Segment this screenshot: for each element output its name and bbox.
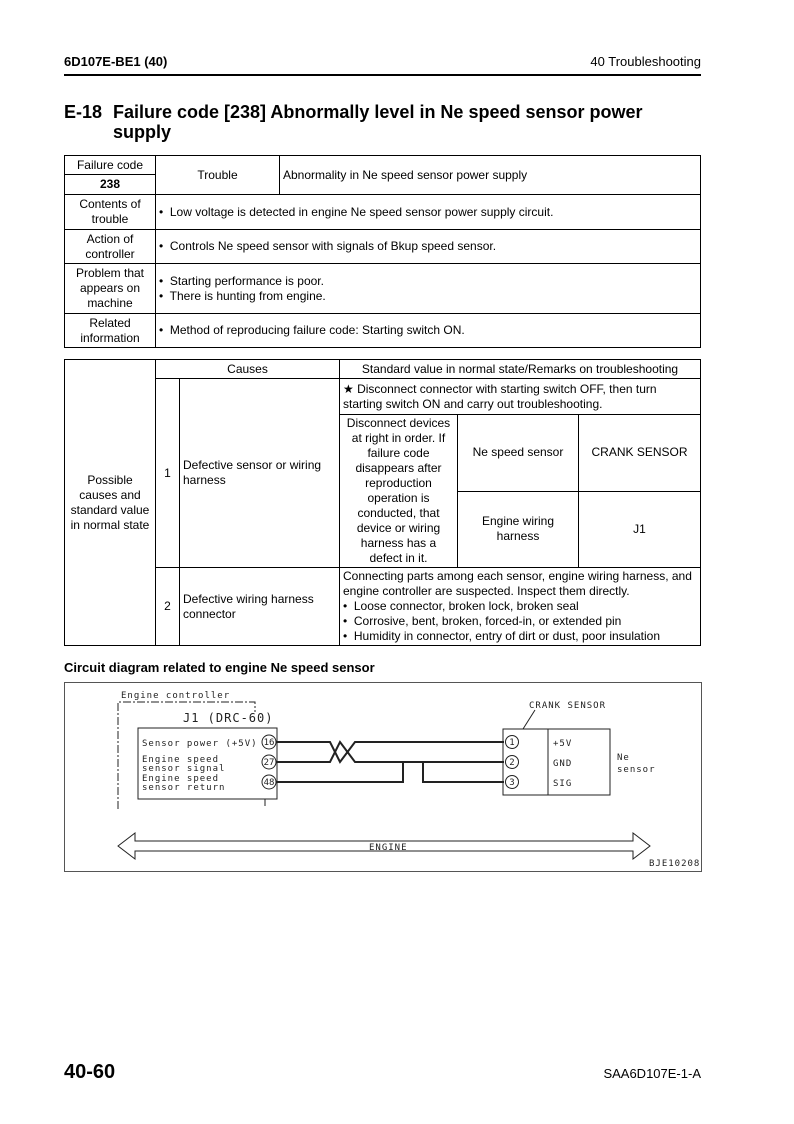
sensor-pin-label-1: +5V xyxy=(553,739,573,749)
cause-1-instructions: Disconnect devices at right in order. If failure code disappears after reproduction operation is conducted, that device or wiring harness has a defect in it. xyxy=(340,415,458,568)
causes-side-label: Possible causes and standard value in normal state xyxy=(65,360,156,646)
ne-sensor-label-2: sensor xyxy=(617,765,656,775)
cause-2-details: Connecting parts among each sensor, engine wiring harness, and engine controller are suspected. Inspect them directly. • Loose connector, broken lock, broken seal • Corrosive, bent, broken, forced-in, or extended pin • Humidity in connector, entry of dirt or dust, poor insulation xyxy=(340,568,701,646)
cause-2-item-3: Humidity in connector, entry of dirt or dust, poor insulation xyxy=(353,629,661,643)
problem-label: Problem that appears on machine xyxy=(65,264,156,314)
wire-power xyxy=(276,742,504,762)
action-value: • Controls Ne speed sensor with signals of Bkup speed sensor. xyxy=(156,230,701,264)
cause-1-note: ★ Disconnect connector with starting switch OFF, then turn starting switch ON and carry out troubleshooting. xyxy=(340,379,701,415)
circuit-diagram xyxy=(64,682,702,872)
sensor-connector-label: CRANK SENSOR xyxy=(529,701,607,711)
engine-label: ENGINE xyxy=(369,843,408,853)
causes-header: Causes xyxy=(156,360,340,379)
std-header: Standard value in normal state/Remarks on troubleshooting xyxy=(340,360,701,379)
connector-label: J1 (DRC-60) xyxy=(183,711,274,725)
trouble-value: Abnormality in Ne speed sensor power supply xyxy=(280,156,701,195)
device-1-value: CRANK SENSOR xyxy=(579,415,701,492)
cause-2-text: Defective wiring harness connector xyxy=(180,568,340,646)
contents-label: Contents of trouble xyxy=(65,195,156,230)
contents-item: Low voltage is detected in engine Ne speed sensor power supply circuit. xyxy=(169,204,554,219)
pin-16-number: 16 xyxy=(263,738,275,748)
related-label: Related information xyxy=(65,314,156,348)
sensor-pin-label-2: GND xyxy=(553,759,573,769)
pin-27-number: 27 xyxy=(263,758,275,768)
failure-code-value: 238 xyxy=(65,175,156,195)
pin-1-number: 1 xyxy=(509,738,515,748)
device-2-value: J1 xyxy=(579,491,701,568)
problem-value: • Starting performance is poor. • There is hunting from engine. xyxy=(156,264,701,314)
header-section: 40 Troubleshooting xyxy=(590,54,701,69)
related-item: Method of reproducing failure code: Starting switch ON. xyxy=(169,323,465,337)
device-1-name: Ne speed sensor xyxy=(458,415,579,492)
pin-label-return-2: sensor return xyxy=(142,783,226,793)
circuit-section-title: Circuit diagram related to engine Ne speed sensor xyxy=(64,660,375,675)
title-number: E-18 xyxy=(64,102,103,122)
pin-label-signal-1: Engine speed xyxy=(142,755,220,765)
document-code: SAA6D107E-1-A xyxy=(603,1066,701,1081)
cause-1-number: 1 xyxy=(156,379,180,568)
failure-info-table xyxy=(64,155,701,348)
causes-table xyxy=(64,359,701,646)
cause-2-number: 2 xyxy=(156,568,180,646)
page-number: 40-60 xyxy=(64,1061,116,1083)
header-model: 6D107E-BE1 (40) xyxy=(64,54,168,69)
sensor-pin-label-3: SIG xyxy=(553,779,573,789)
contents-value: • Low voltage is detected in engine Ne speed sensor power supply circuit. xyxy=(156,195,701,230)
cause-1-text: Defective sensor or wiring harness xyxy=(180,379,340,568)
figure-code: BJE10208 xyxy=(649,859,701,869)
wire-return xyxy=(276,762,504,782)
title-line1: Failure code [238] Abnormally level in Ne speed sensor power xyxy=(113,102,643,122)
cause-2-item-1: Loose connector, broken lock, broken seal xyxy=(353,599,579,613)
problem-item-1: Starting performance is poor. xyxy=(169,273,324,288)
title-line2: supply xyxy=(113,122,172,142)
problem-item-2: There is hunting from engine. xyxy=(169,288,326,303)
header-rule xyxy=(64,74,701,76)
failure-code-label: Failure code xyxy=(65,156,156,175)
sensor-label-lead xyxy=(523,710,535,729)
pin-2-number: 2 xyxy=(509,758,515,768)
trouble-label: Trouble xyxy=(156,156,280,195)
pin-3-number: 3 xyxy=(509,778,515,788)
pin-label-power: Sensor power (+5V) xyxy=(142,739,258,749)
action-item: Controls Ne speed sensor with signals of Bkup speed sensor. xyxy=(169,239,497,253)
cause-2-item-2: Corrosive, bent, broken, forced-in, or extended pin xyxy=(353,614,622,628)
pin-48-number: 48 xyxy=(263,778,275,788)
pin-label-signal-2: sensor signal xyxy=(142,764,226,774)
page-title xyxy=(64,102,704,142)
controller-label: Engine controller xyxy=(121,691,231,701)
ne-sensor-label-1: Ne xyxy=(617,753,630,763)
cause-2-intro: Connecting parts among each sensor, engine wiring harness, and engine controller are suspected. Inspect them directly. xyxy=(343,569,692,598)
action-label: Action of controller xyxy=(65,230,156,264)
device-2-name: Engine wiring harness xyxy=(458,491,579,568)
pin-label-return-1: Engine speed xyxy=(142,774,220,784)
related-value: • Method of reproducing failure code: Starting switch ON. xyxy=(156,314,701,348)
